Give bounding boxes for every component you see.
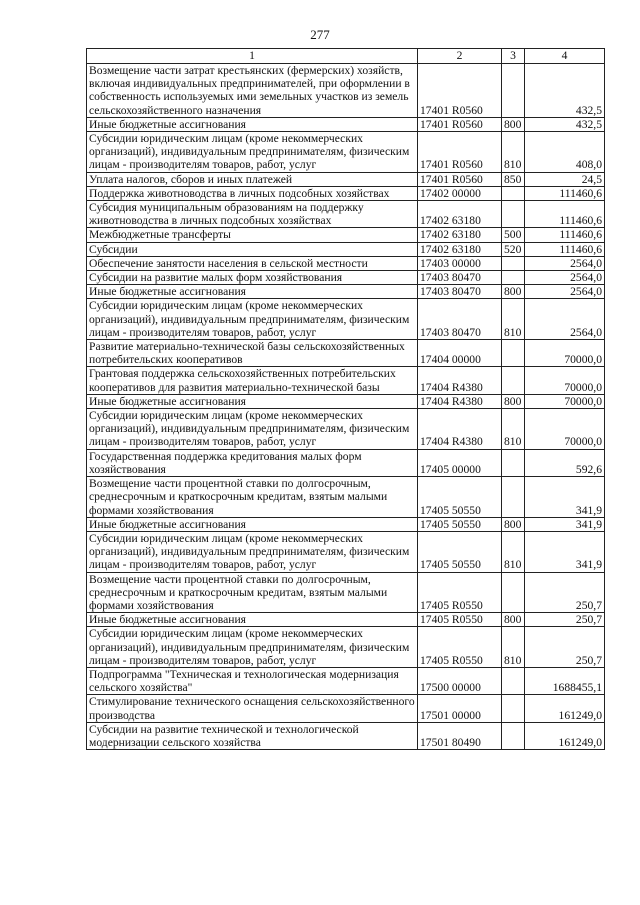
row-vr-cell: 800: [502, 613, 525, 627]
row-name-cell: Стимулирование технического оснащения сельскохозяйственного производства: [87, 695, 418, 722]
row-name-cell: Иные бюджетные ассигнования: [87, 394, 418, 408]
row-amount-cell: 70000,0: [525, 394, 605, 408]
row-amount-cell: 1688455,1: [525, 667, 605, 694]
table-row: [87, 531, 605, 572]
row-vr-cell: [502, 667, 525, 694]
row-vr-cell: [502, 201, 525, 228]
row-vr-cell: [502, 340, 525, 367]
row-code-cell: 17401 R0560: [418, 117, 502, 131]
row-code-cell: 17403 80470: [418, 285, 502, 299]
row-code-cell: 17501 00000: [418, 695, 502, 722]
table-row: [87, 695, 605, 722]
row-code-cell: 17403 80470: [418, 271, 502, 285]
row-name-cell: Возмещение части процентной ставки по долгосрочным, среднесрочным и краткосрочным кредитам, взятым малыми формами хозяйствования: [87, 477, 418, 518]
row-amount-cell: 432,5: [525, 64, 605, 118]
table-row: [87, 117, 605, 131]
row-name-cell: Обеспечение занятости населения в сельской местности: [87, 256, 418, 270]
row-code-cell: 17404 00000: [418, 340, 502, 367]
table-row: [87, 367, 605, 394]
row-vr-cell: 810: [502, 299, 525, 340]
row-vr-cell: 800: [502, 285, 525, 299]
row-code-cell: 17405 50550: [418, 517, 502, 531]
table-row: [87, 627, 605, 668]
row-name-cell: Субсидии юридическим лицам (кроме некоммерческих организаций), индивидуальным предпринимателям, физическим лицам - производителям товаров, работ, услуг: [87, 299, 418, 340]
row-amount-cell: 250,7: [525, 627, 605, 668]
row-code-cell: 17404 R4380: [418, 394, 502, 408]
table-row: [87, 228, 605, 242]
row-amount-cell: 2564,0: [525, 271, 605, 285]
row-amount-cell: 111460,6: [525, 228, 605, 242]
row-amount-cell: 341,9: [525, 477, 605, 518]
row-code-cell: 17404 R4380: [418, 367, 502, 394]
row-code-cell: 17402 63180: [418, 201, 502, 228]
row-amount-cell: 70000,0: [525, 409, 605, 450]
table-row: [87, 285, 605, 299]
table-row: [87, 132, 605, 173]
row-vr-cell: [502, 186, 525, 200]
table-row: [87, 186, 605, 200]
row-vr-cell: 520: [502, 242, 525, 256]
table-row: [87, 517, 605, 531]
row-vr-cell: [502, 449, 525, 476]
row-name-cell: Иные бюджетные ассигнования: [87, 285, 418, 299]
table-row: [87, 172, 605, 186]
row-code-cell: 17401 R0560: [418, 64, 502, 118]
row-name-cell: Субсидии юридическим лицам (кроме некоммерческих организаций), индивидуальным предпринимателям, физическим лицам - производителям товаров, работ, услуг: [87, 531, 418, 572]
row-vr-cell: 810: [502, 627, 525, 668]
row-vr-cell: [502, 695, 525, 722]
row-vr-cell: 500: [502, 228, 525, 242]
row-name-cell: Подпрограмма "Техническая и технологическая модернизация сельского хозяйства": [87, 667, 418, 694]
row-code-cell: 17404 R4380: [418, 409, 502, 450]
row-vr-cell: [502, 256, 525, 270]
row-name-cell: Субсидии: [87, 242, 418, 256]
header-col-3: 3: [502, 49, 525, 64]
table-row: [87, 477, 605, 518]
row-amount-cell: 432,5: [525, 117, 605, 131]
table-row: [87, 201, 605, 228]
row-name-cell: Грантовая поддержка сельскохозяйственных потребительских кооперативов для развития материально-технической базы: [87, 367, 418, 394]
row-name-cell: Возмещение части процентной ставки по долгосрочным, среднесрочным и краткосрочным кредитам, взятым малыми формами хозяйствования: [87, 572, 418, 613]
row-vr-cell: [502, 572, 525, 613]
row-code-cell: 17402 63180: [418, 242, 502, 256]
row-name-cell: Поддержка животноводства в личных подсобных хозяйствах: [87, 186, 418, 200]
row-vr-cell: [502, 722, 525, 749]
table-header-row: [87, 49, 605, 64]
row-amount-cell: 161249,0: [525, 722, 605, 749]
row-amount-cell: 111460,6: [525, 201, 605, 228]
row-code-cell: 17401 R0560: [418, 172, 502, 186]
row-amount-cell: 2564,0: [525, 256, 605, 270]
table-row: [87, 256, 605, 270]
row-amount-cell: 161249,0: [525, 695, 605, 722]
row-vr-cell: 800: [502, 394, 525, 408]
row-vr-cell: [502, 271, 525, 285]
header-col-2: 2: [418, 49, 502, 64]
table-row: [87, 613, 605, 627]
row-vr-cell: [502, 367, 525, 394]
row-vr-cell: 810: [502, 132, 525, 173]
row-vr-cell: 810: [502, 409, 525, 450]
row-vr-cell: 800: [502, 517, 525, 531]
row-amount-cell: 2564,0: [525, 299, 605, 340]
table-row: [87, 394, 605, 408]
row-vr-cell: [502, 477, 525, 518]
table-row: [87, 722, 605, 749]
header-col-1: 1: [87, 49, 418, 64]
row-name-cell: Субсидии на развитие технической и технологической модернизации сельского хозяйства: [87, 722, 418, 749]
row-code-cell: 17405 R0550: [418, 627, 502, 668]
row-code-cell: 17500 00000: [418, 667, 502, 694]
table-row: [87, 271, 605, 285]
row-name-cell: Иные бюджетные ассигнования: [87, 517, 418, 531]
header-col-4: 4: [525, 49, 605, 64]
table-row: [87, 64, 605, 118]
row-name-cell: Иные бюджетные ассигнования: [87, 117, 418, 131]
budget-table: [86, 48, 605, 750]
row-name-cell: Возмещение части затрат крестьянских (фермерских) хозяйств, включая индивидуальных предпринимателей, при оформлении в собственность используемых ими земельных участков из земель сельскохозяйственного назначения: [87, 64, 418, 118]
row-code-cell: 17403 00000: [418, 256, 502, 270]
page-number: 277: [310, 27, 330, 42]
row-code-cell: 17403 80470: [418, 299, 502, 340]
row-name-cell: Субсидии юридическим лицам (кроме некоммерческих организаций), индивидуальным предпринимателям, физическим лицам - производителям товаров, работ, услуг: [87, 627, 418, 668]
row-vr-cell: 810: [502, 531, 525, 572]
row-vr-cell: 800: [502, 117, 525, 131]
row-name-cell: Уплата налогов, сборов и иных платежей: [87, 172, 418, 186]
row-amount-cell: 341,9: [525, 517, 605, 531]
row-amount-cell: 250,7: [525, 572, 605, 613]
row-name-cell: Субсидии юридическим лицам (кроме некоммерческих организаций), индивидуальным предпринимателям, физическим лицам - производителям товаров, работ, услуг: [87, 132, 418, 173]
row-amount-cell: 2564,0: [525, 285, 605, 299]
row-amount-cell: 111460,6: [525, 242, 605, 256]
table-row: [87, 242, 605, 256]
row-amount-cell: 111460,6: [525, 186, 605, 200]
row-amount-cell: 70000,0: [525, 367, 605, 394]
row-code-cell: 17405 50550: [418, 531, 502, 572]
row-amount-cell: 24,5: [525, 172, 605, 186]
row-name-cell: Субсидия муниципальным образованиям на поддержку животноводства в личных подсобных хозяйствах: [87, 201, 418, 228]
row-amount-cell: 408,0: [525, 132, 605, 173]
row-name-cell: Межбюджетные трансферты: [87, 228, 418, 242]
row-code-cell: 17405 R0550: [418, 613, 502, 627]
row-name-cell: Субсидии юридическим лицам (кроме некоммерческих организаций), индивидуальным предпринимателям, физическим лицам - производителям товаров, работ, услуг: [87, 409, 418, 450]
row-name-cell: Субсидии на развитие малых форм хозяйствования: [87, 271, 418, 285]
row-name-cell: Государственная поддержка кредитования малых форм хозяйствования: [87, 449, 418, 476]
row-vr-cell: 850: [502, 172, 525, 186]
row-amount-cell: 341,9: [525, 531, 605, 572]
table-row: [87, 449, 605, 476]
row-code-cell: 17501 80490: [418, 722, 502, 749]
row-name-cell: Иные бюджетные ассигнования: [87, 613, 418, 627]
row-amount-cell: 70000,0: [525, 340, 605, 367]
row-code-cell: 17405 50550: [418, 477, 502, 518]
table-row: [87, 667, 605, 694]
table-row: [87, 340, 605, 367]
table-row: [87, 409, 605, 450]
row-vr-cell: [502, 64, 525, 118]
row-code-cell: 17402 63180: [418, 228, 502, 242]
table-row: [87, 299, 605, 340]
row-amount-cell: 250,7: [525, 613, 605, 627]
row-name-cell: Развитие материально-технической базы сельскохозяйственных потребительских кооперативов: [87, 340, 418, 367]
row-code-cell: 17405 00000: [418, 449, 502, 476]
row-code-cell: 17401 R0560: [418, 132, 502, 173]
row-code-cell: 17405 R0550: [418, 572, 502, 613]
table-body: [87, 49, 605, 750]
row-code-cell: 17402 00000: [418, 186, 502, 200]
row-amount-cell: 592,6: [525, 449, 605, 476]
table-row: [87, 572, 605, 613]
